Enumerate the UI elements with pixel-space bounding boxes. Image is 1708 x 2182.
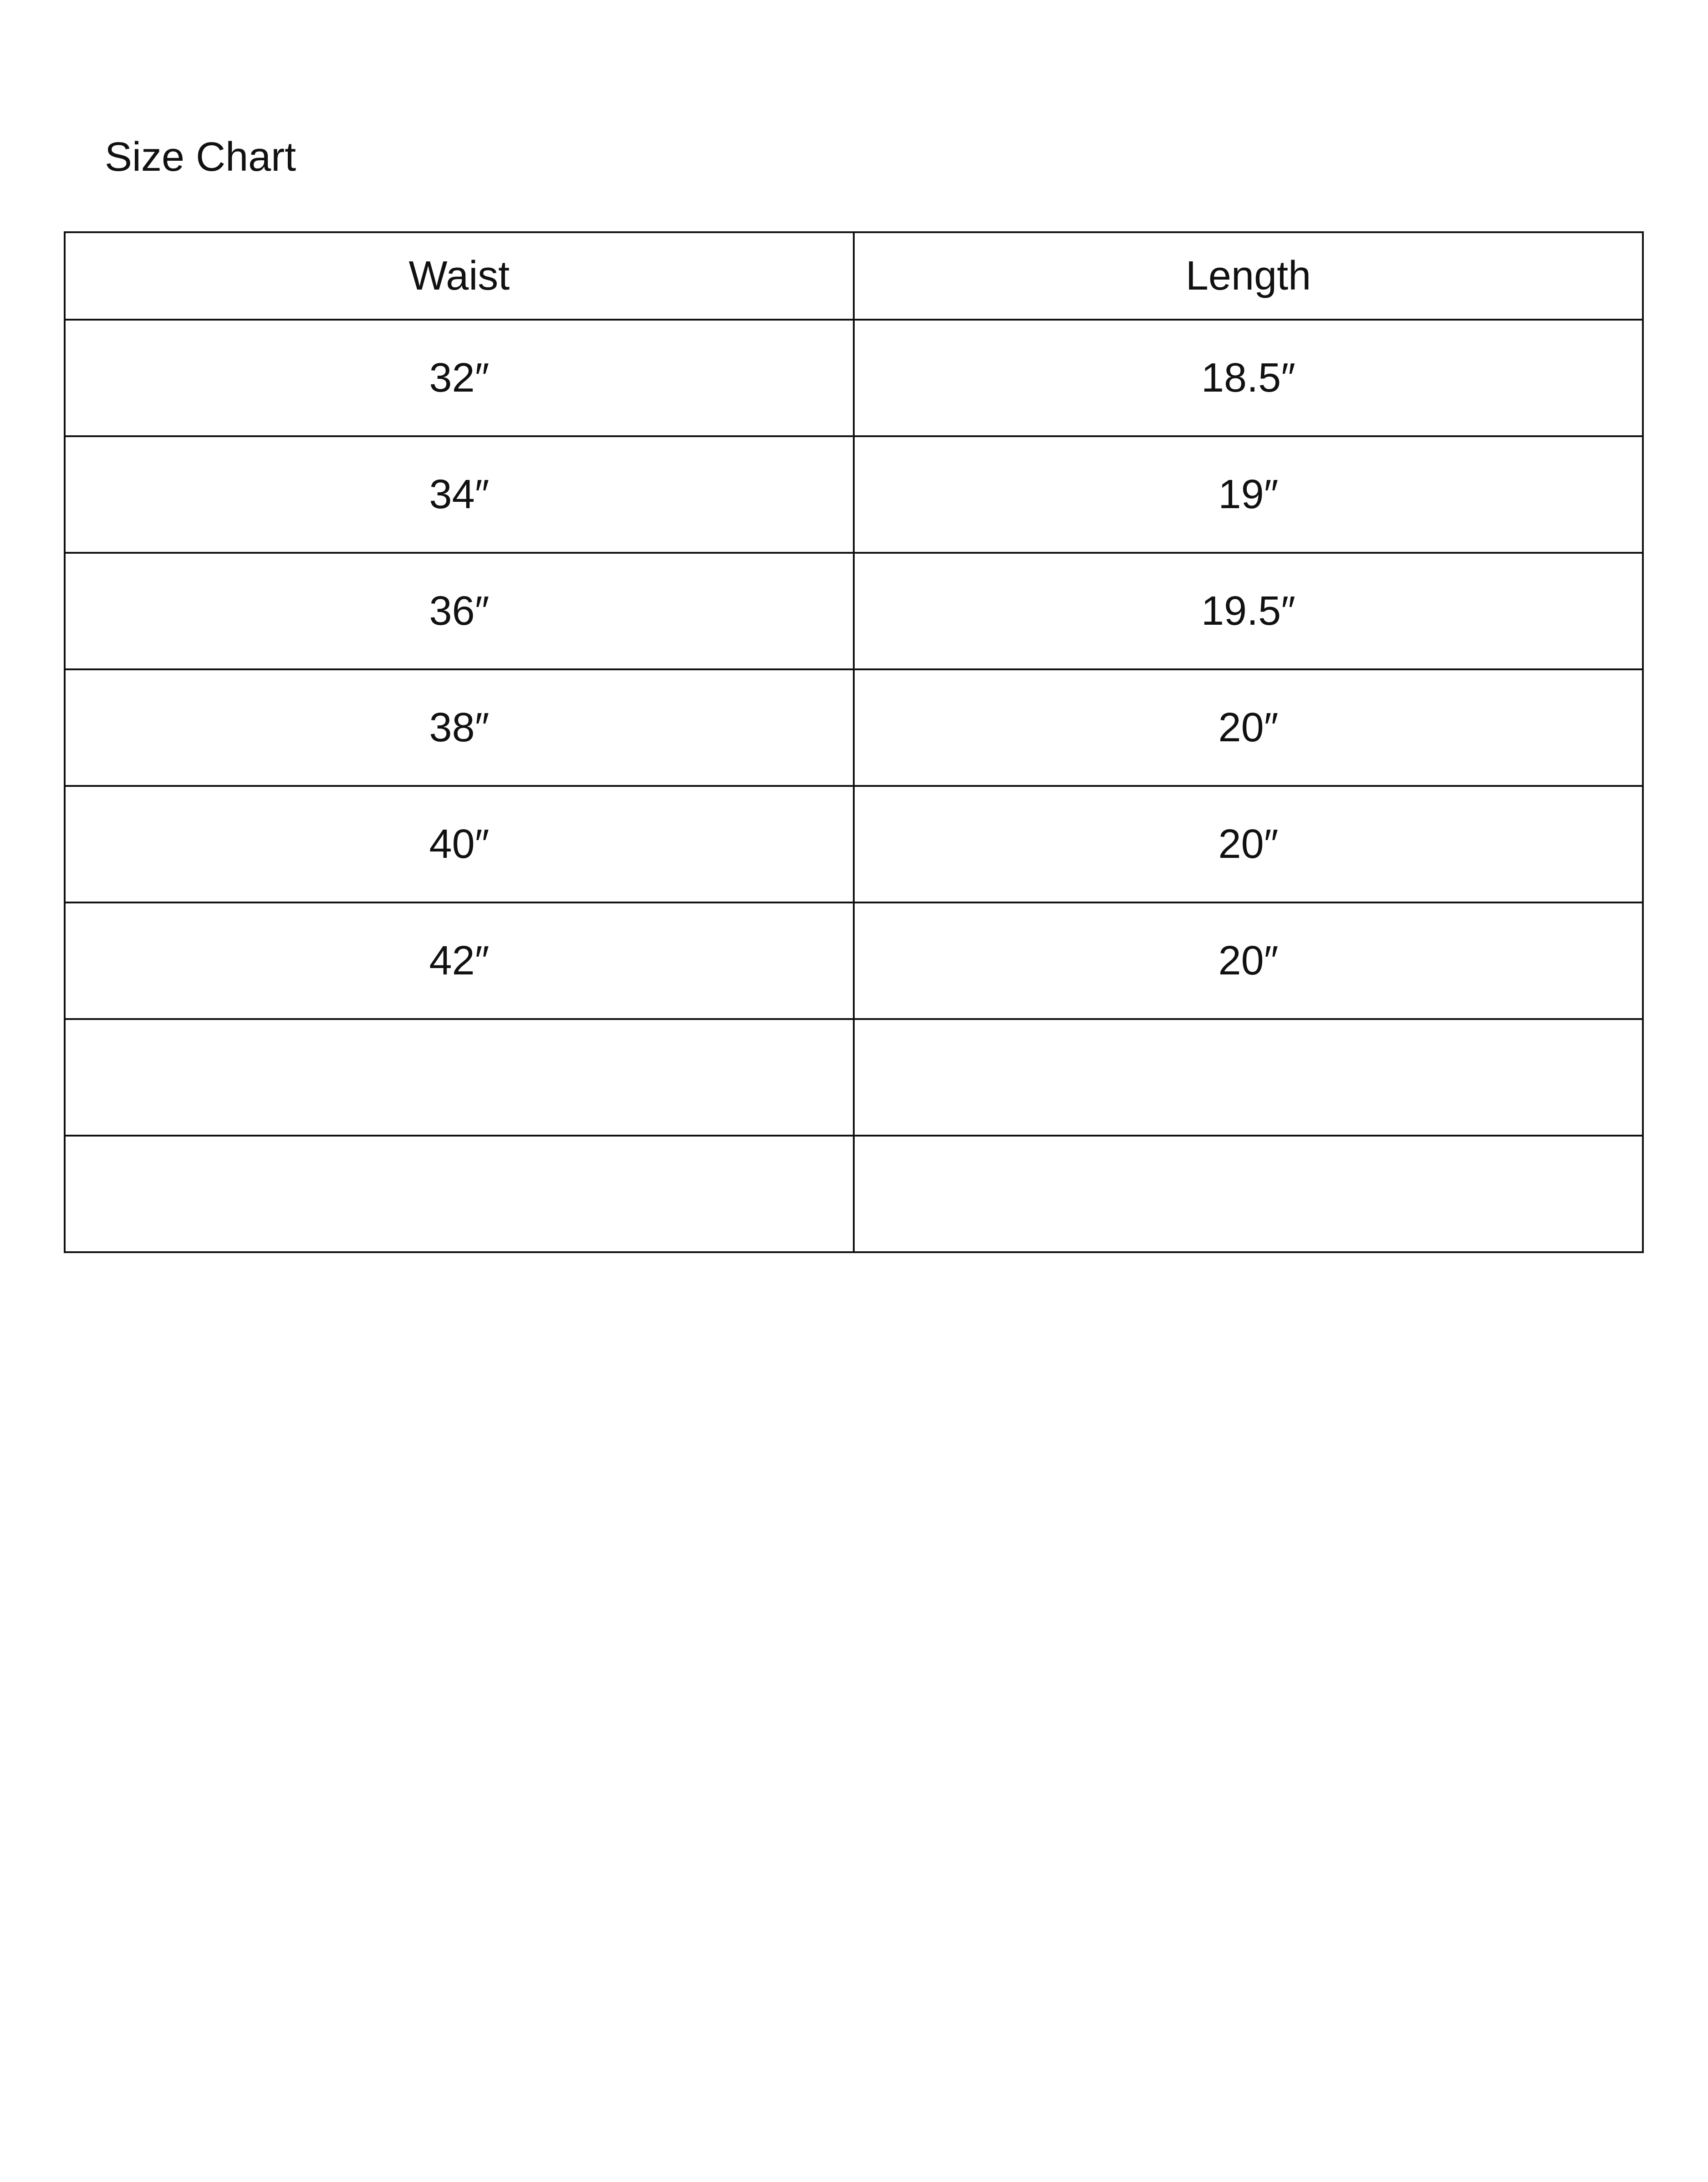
table-row (65, 902, 1643, 1019)
table-row-empty (65, 1136, 1643, 1252)
cell-waist (65, 1019, 854, 1136)
table-row (65, 669, 1643, 786)
cell-length: 18.5″ (854, 320, 1643, 436)
table-header-row (65, 232, 1643, 320)
cell-length (854, 1136, 1643, 1252)
cell-waist: 38″ (65, 669, 854, 786)
table-row (65, 436, 1643, 553)
cell-waist (65, 1136, 854, 1252)
cell-waist: 34″ (65, 436, 854, 553)
cell-length: 19.5″ (854, 553, 1643, 669)
cell-waist: 36″ (65, 553, 854, 669)
cell-waist: 40″ (65, 786, 854, 902)
table-row-empty (65, 1019, 1643, 1136)
cell-waist: 42″ (65, 902, 854, 1019)
cell-length: 20″ (854, 786, 1643, 902)
column-header-length: Length (854, 232, 1643, 320)
table-row (65, 553, 1643, 669)
cell-length (854, 1019, 1643, 1136)
cell-length: 20″ (854, 669, 1643, 786)
page-title: Size Chart (105, 134, 296, 180)
cell-length: 19″ (854, 436, 1643, 553)
cell-waist: 32″ (65, 320, 854, 436)
size-chart-table (64, 231, 1644, 1253)
cell-length: 20″ (854, 902, 1643, 1019)
column-header-waist: Waist (65, 232, 854, 320)
table-row (65, 320, 1643, 436)
table-row (65, 786, 1643, 902)
